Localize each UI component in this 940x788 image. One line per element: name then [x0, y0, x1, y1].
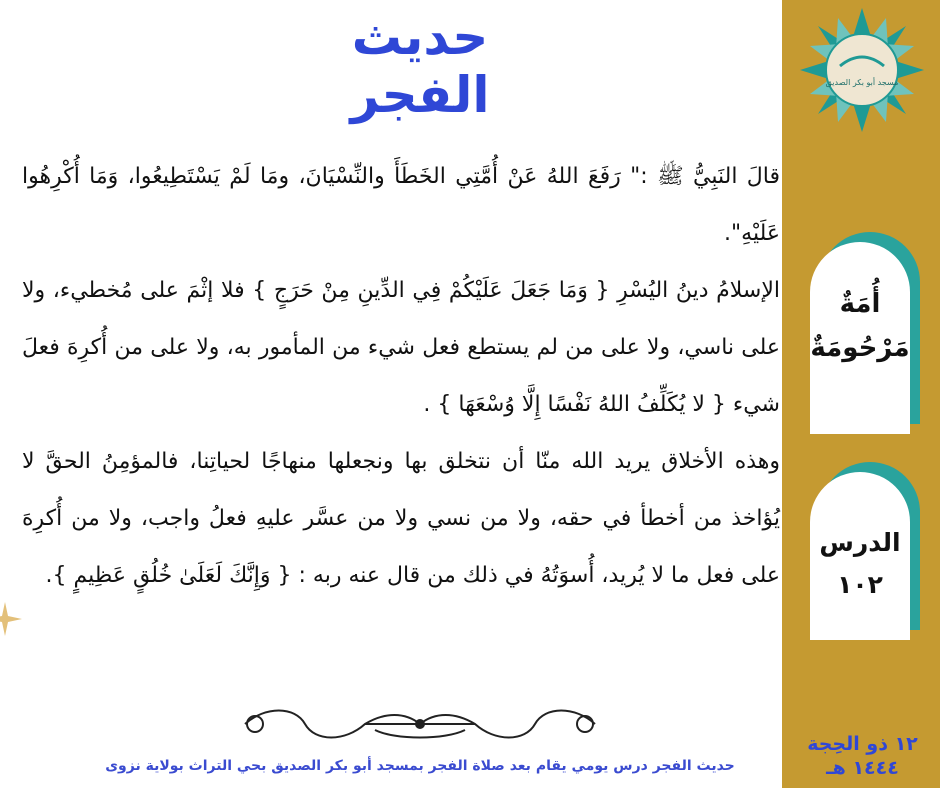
- ornament-divider-icon: [225, 700, 615, 748]
- date-label: [790, 732, 935, 780]
- hadith-body: [22, 148, 780, 604]
- explanation-paragraph: الإسلامُ دينُ اليُسْرِ { وَمَا جَعَلَ عَلَيْكُمْ فِي الدِّينِ مِنْ حَرَجٍ } فلا إثْمَ على مُخطيء، ولا على ناسي، ولا على من لم يستطع فعل شيء من المأمور به، ولا على من أُكرِهَ فعلَ شيء { لا يُكَلِّفُ اللهُ نَفْسًا إِلَّا وُسْعَهَا } .: [22, 278, 780, 417]
- lesson-text: [810, 522, 910, 606]
- date-line-1: ١٢ ذو الحِجة: [807, 733, 918, 755]
- logo-text: مسجد أبو بكر الصديق: [825, 78, 899, 87]
- mosque-logo-icon: [797, 5, 927, 135]
- lesson-label: الدرس: [819, 528, 901, 557]
- sparkle-icon: [0, 602, 22, 636]
- theme-line-2: مَرْحُومَةٌ: [810, 333, 910, 363]
- theme-line-1: أُمَةٌ: [839, 289, 881, 319]
- theme-text: [810, 282, 910, 370]
- lesson-number: ١٠٢: [837, 570, 883, 599]
- lesson-arch: [810, 472, 910, 640]
- theme-arch: [810, 242, 910, 434]
- ethics-paragraph: وهذه الأخلاق يريد الله منّا أن نتخلق بها ونجعلها منهاجًا لحياتِنا، فالمؤمِنُ الحقَّ لا يُؤاخذ من أخطأ في حقه، ولا من نسي ولا من عسَّر عليهِ فعلُ واجب، ولا من أُكرِهَ على فعل ما لا يُريد، أُسوَتُهُ في ذلك من قال عنه ربه : { وَإِنَّكَ لَعَلَىٰ خُلُقٍ عَظِيمٍ }.: [22, 449, 780, 588]
- hadith-paragraph: قالَ النَبِيُّ ﷺ :" رَفَعَ اللهُ عَنْ أُمَّتِي الخَطَأَ والنِّسْيَانَ، ومَا لَمْ يَسْتَطِيعُوا، وَمَا أُكْرِهُوا عَلَيْهِ".: [22, 164, 780, 246]
- footer-note: حديث الفجر درس يومي يقام بعد صلاة الفجر بمسجد أبو بكر الصديق بحي التراث بولاية نزوى: [105, 758, 735, 774]
- page-title: حديث الفجر: [350, 8, 490, 124]
- date-line-2: ١٤٤٤ هـ: [826, 757, 899, 779]
